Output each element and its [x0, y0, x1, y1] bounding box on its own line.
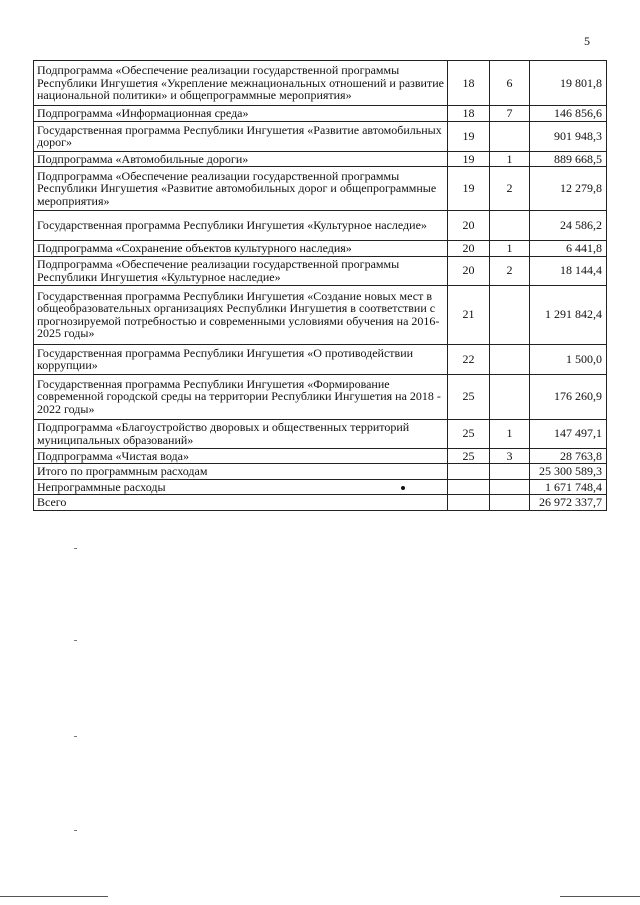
row-program-code: 20 — [448, 211, 490, 241]
row-program-code: 25 — [448, 419, 490, 448]
row-name: Государственная программа Республики Ингушетия «О противодействии коррупции» — [34, 344, 448, 374]
table-row — [34, 419, 607, 448]
table-row — [34, 106, 607, 122]
bottom-edge-line-left — [0, 896, 108, 897]
row-subprogram-code: 1 — [490, 419, 530, 448]
row-subprogram-code — [490, 374, 530, 419]
row-subprogram-code: 6 — [490, 61, 530, 106]
scan-margin-tick — [74, 548, 77, 549]
row-program-code: 25 — [448, 448, 490, 464]
row-program-code: 18 — [448, 61, 490, 106]
row-amount: 1 291 842,4 — [530, 285, 607, 344]
row-name: Государственная программа Республики Ингушетия «Развитие автомобильных дорог» — [34, 121, 448, 151]
bottom-edge-line-right — [560, 896, 640, 897]
row-program-code — [448, 495, 490, 511]
scan-margin-tick — [74, 830, 77, 831]
row-subprogram-code — [490, 285, 530, 344]
row-name: Подпрограмма «Обеспечение реализации государственной программы Республики Ингушетия «Развитие автомобильных дорог и общепрограммные мероприятия» — [34, 167, 448, 211]
table-row — [34, 344, 607, 374]
row-subprogram-code: 7 — [490, 106, 530, 122]
row-amount: 19 801,8 — [530, 61, 607, 106]
row-subprogram-code — [490, 464, 530, 480]
row-amount: 6 441,8 — [530, 241, 607, 257]
row-program-code: 19 — [448, 151, 490, 167]
row-program-code — [448, 479, 490, 495]
row-name: Итого по программным расходам — [34, 464, 448, 480]
row-name: Подпрограмма «Автомобильные дороги» — [34, 151, 448, 167]
row-subprogram-code — [490, 495, 530, 511]
table-row — [34, 285, 607, 344]
table-row — [34, 241, 607, 257]
row-program-code: 19 — [448, 121, 490, 151]
row-amount: 24 586,2 — [530, 211, 607, 241]
row-name: Всего — [34, 495, 448, 511]
budget-table — [33, 60, 607, 511]
scan-margin-tick — [74, 640, 77, 641]
table-row — [34, 256, 607, 285]
row-subprogram-code: 1 — [490, 241, 530, 257]
row-name: Подпрограмма «Благоустройство дворовых и общественных территорий муниципальных образований» — [34, 419, 448, 448]
row-program-code: 18 — [448, 106, 490, 122]
table-row — [34, 121, 607, 151]
table-row — [34, 495, 607, 511]
table-row — [34, 464, 607, 480]
row-name: Подпрограмма «Обеспечение реализации государственной программы Республики Ингушетия «Культурное наследие» — [34, 256, 448, 285]
row-name: Подпрограмма «Обеспечение реализации государственной программы Республики Ингушетия «Укрепление межнациональных отношений и развитие национальной политики» и общепрограммные мероприятия» — [34, 61, 448, 106]
row-subprogram-code — [490, 211, 530, 241]
row-amount: 26 972 337,7 — [530, 495, 607, 511]
table-row — [34, 448, 607, 464]
row-amount: 28 763,8 — [530, 448, 607, 464]
row-name: Подпрограмма «Чистая вода» — [34, 448, 448, 464]
row-subprogram-code: 2 — [490, 256, 530, 285]
row-subprogram-code: 3 — [490, 448, 530, 464]
scan-dot-mark — [401, 486, 405, 490]
row-name: Подпрограмма «Сохранение объектов культурного наследия» — [34, 241, 448, 257]
row-subprogram-code: 1 — [490, 151, 530, 167]
table-row — [34, 151, 607, 167]
row-program-code — [448, 464, 490, 480]
row-program-code: 20 — [448, 241, 490, 257]
row-program-code: 21 — [448, 285, 490, 344]
row-amount: 176 260,9 — [530, 374, 607, 419]
row-program-code: 19 — [448, 167, 490, 211]
row-amount: 25 300 589,3 — [530, 464, 607, 480]
row-amount: 1 500,0 — [530, 344, 607, 374]
row-subprogram-code: 2 — [490, 167, 530, 211]
table-row — [34, 374, 607, 419]
row-program-code: 20 — [448, 256, 490, 285]
row-name: Государственная программа Республики Ингушетия «Культурное наследие» — [34, 211, 448, 241]
row-amount: 12 279,8 — [530, 167, 607, 211]
table-row — [34, 61, 607, 106]
table-row — [34, 479, 607, 495]
row-program-code: 22 — [448, 344, 490, 374]
scan-margin-tick — [74, 736, 77, 737]
page-number: 5 — [584, 34, 590, 48]
row-subprogram-code — [490, 479, 530, 495]
row-amount: 889 668,5 — [530, 151, 607, 167]
row-amount: 1 671 748,4 — [530, 479, 607, 495]
row-name: Подпрограмма «Информационная среда» — [34, 106, 448, 122]
row-amount: 901 948,3 — [530, 121, 607, 151]
row-program-code: 25 — [448, 374, 490, 419]
row-name: Государственная программа Республики Ингушетия «Формирование современной городской среды на территории Республики Ингушетия на 2018 - 2022 годы» — [34, 374, 448, 419]
row-subprogram-code — [490, 121, 530, 151]
table-row — [34, 167, 607, 211]
row-amount: 18 144,4 — [530, 256, 607, 285]
row-subprogram-code — [490, 344, 530, 374]
table-row — [34, 211, 607, 241]
row-name: Непрограммные расходы — [34, 479, 448, 495]
row-amount: 147 497,1 — [530, 419, 607, 448]
row-amount: 146 856,6 — [530, 106, 607, 122]
row-name: Государственная программа Республики Ингушетия «Создание новых мест в общеобразовательных организациях Республики Ингушетия в соответствии с прогнозируемой потребностью и современными условиями обучения на 2016-2025 годы» — [34, 285, 448, 344]
